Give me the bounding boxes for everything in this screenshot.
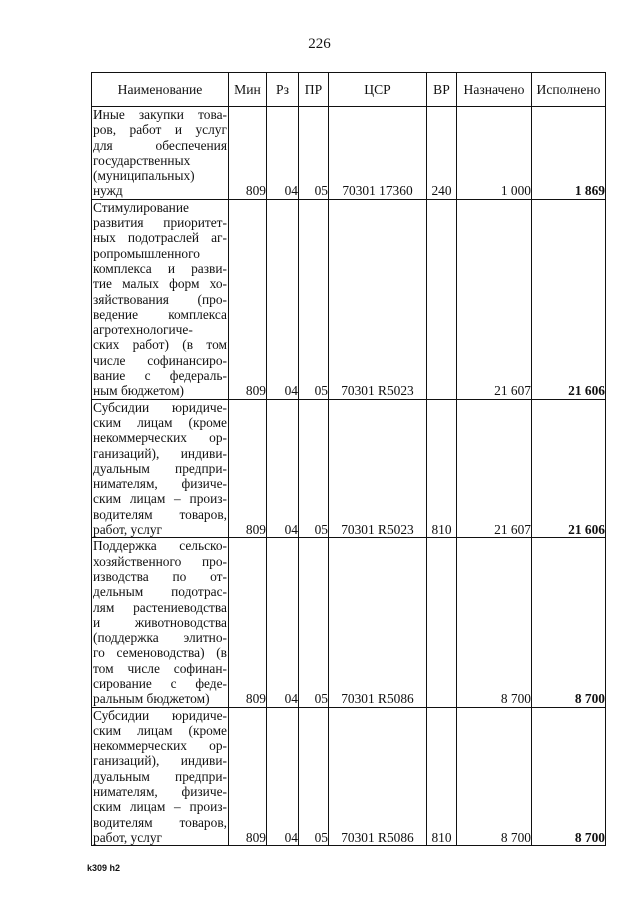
table-row	[92, 399, 606, 538]
row-name-line: го семеноводства) (в	[93, 645, 227, 661]
table-row	[92, 538, 606, 707]
row-name-line: (поддержка элитно-	[93, 630, 227, 646]
row-min-cell: 809	[229, 538, 267, 707]
row-name-line: ганизаций), индиви-	[93, 445, 227, 461]
header-vr: ВР	[427, 73, 457, 107]
row-name-line: дуальным предпри-	[93, 460, 227, 476]
row-name-line: и животноводства	[93, 614, 227, 630]
row-min-cell: 809	[229, 707, 267, 846]
row-pr-cell: 05	[299, 199, 329, 399]
row-name-line: ропромышленного	[93, 245, 200, 261]
row-name-line: водителям товаров,	[93, 814, 227, 830]
row-name-line: нимателям, физиче-	[93, 476, 227, 492]
row-name-cell	[92, 707, 229, 846]
row-assigned-cell: 1 000	[457, 107, 532, 200]
row-name-line: ским лицам – произ-	[93, 799, 227, 815]
row-name-line: некоммерческих ор-	[93, 738, 227, 754]
table-row	[92, 107, 606, 200]
row-min-cell: 809	[229, 107, 267, 200]
row-name-line: сирование с феде-	[93, 675, 227, 691]
page-number: 226	[308, 36, 331, 52]
row-assigned-cell: 21 607	[457, 199, 532, 399]
row-name-line: ведение комплекса	[93, 306, 227, 322]
row-rz-cell: 04	[267, 707, 299, 846]
row-assigned-cell: 8 700	[457, 707, 532, 846]
row-name-line: ганизаций), индиви-	[93, 753, 227, 769]
row-name-line: Субсидии юридиче-	[93, 399, 227, 415]
row-name-line: работ, услуг	[93, 522, 163, 538]
row-min-cell: 809	[229, 199, 267, 399]
row-name-line: ских работ) (в том	[93, 337, 227, 353]
row-name-line: агротехнологиче-	[93, 322, 193, 338]
row-rz-cell: 04	[267, 199, 299, 399]
row-csr-cell: 70301 17360	[329, 107, 427, 200]
row-vr-cell: 810	[427, 399, 457, 538]
row-min-cell: 809	[229, 399, 267, 538]
row-name-line: ным бюджетом)	[93, 383, 185, 399]
row-executed-cell: 21 606	[532, 199, 606, 399]
row-csr-cell: 70301 R5086	[329, 538, 427, 707]
row-rz-cell: 04	[267, 107, 299, 200]
row-pr-cell: 05	[299, 399, 329, 538]
row-name-line: ским лицам (кроме	[93, 414, 227, 430]
row-name-line: для обеспечения	[93, 137, 227, 153]
table-header-row	[92, 73, 606, 107]
row-executed-cell: 1 869	[532, 107, 606, 200]
row-csr-cell: 70301 R5086	[329, 707, 427, 846]
row-vr-cell: 240	[427, 107, 457, 200]
row-name-line: дельным подотрас-	[93, 584, 227, 600]
row-assigned-cell: 8 700	[457, 538, 532, 707]
header-executed: Исполнено	[532, 73, 606, 107]
row-name-cell	[92, 199, 229, 399]
row-name-line: вание с федераль-	[93, 368, 227, 384]
row-csr-cell: 70301 R5023	[329, 199, 427, 399]
row-rz-cell: 04	[267, 399, 299, 538]
row-name-cell	[92, 107, 229, 200]
row-name-cell	[92, 538, 229, 707]
header-csr: ЦСР	[329, 73, 427, 107]
row-executed-cell: 8 700	[532, 538, 606, 707]
row-executed-cell: 8 700	[532, 707, 606, 846]
row-name-line: ных подотраслей аг-	[93, 230, 227, 246]
row-csr-cell: 70301 R5023	[329, 399, 427, 538]
row-name-line: том числе софинан-	[93, 660, 227, 676]
row-name-cell	[92, 399, 229, 538]
row-name-line: нужд	[93, 183, 123, 199]
row-name-line: ским лицам (кроме	[93, 722, 227, 738]
row-name-line: хозяйственного про-	[93, 553, 227, 569]
row-pr-cell: 05	[299, 538, 329, 707]
footer-code: k309 h2	[87, 863, 121, 873]
row-name-line: тие малых форм хо-	[93, 276, 227, 292]
row-name-line: комплекса и разви-	[93, 260, 227, 276]
header-min: Мин	[229, 73, 267, 107]
row-name-line: нимателям, физиче-	[93, 784, 227, 800]
row-name-line: Субсидии юридиче-	[93, 707, 227, 723]
row-name-line: лям растениеводства	[93, 599, 227, 615]
header-name: Наименование	[92, 73, 229, 107]
row-rz-cell: 04	[267, 538, 299, 707]
row-name-line: (муниципальных)	[93, 168, 195, 184]
row-name-line: Иные закупки това-	[93, 107, 227, 122]
header-rz: Рз	[267, 73, 299, 107]
row-name-line: Поддержка сельско-	[93, 538, 227, 554]
row-pr-cell: 05	[299, 107, 329, 200]
row-assigned-cell: 21 607	[457, 399, 532, 538]
budget-table	[91, 72, 606, 846]
row-name-line: ров, работ и услуг	[93, 122, 227, 138]
header-pr: ПР	[299, 73, 329, 107]
row-vr-cell: 810	[427, 707, 457, 846]
row-executed-cell: 21 606	[532, 399, 606, 538]
header-assigned: Назначено	[457, 73, 532, 107]
row-name-line: работ, услуг	[93, 829, 163, 845]
table-row	[92, 199, 606, 399]
row-vr-cell	[427, 538, 457, 707]
table-row	[92, 707, 606, 846]
row-name-line: некоммерческих ор-	[93, 430, 227, 446]
row-name-line: изводства по от-	[93, 568, 227, 584]
row-name-line: развития приоритет-	[93, 215, 227, 231]
row-name-line: ским лицам – произ-	[93, 491, 227, 507]
row-name-line: зяйствования (про-	[93, 291, 227, 307]
row-name-line: Стимулирование	[93, 199, 189, 215]
row-pr-cell: 05	[299, 707, 329, 846]
row-name-line: числе софинансиро-	[93, 352, 227, 368]
row-vr-cell	[427, 199, 457, 399]
table-body	[92, 107, 606, 846]
row-name-line: водителям товаров,	[93, 506, 227, 522]
row-name-line: ральным бюджетом)	[93, 691, 210, 707]
row-name-line: дуальным предпри-	[93, 768, 227, 784]
row-name-line: государственных	[93, 152, 191, 168]
